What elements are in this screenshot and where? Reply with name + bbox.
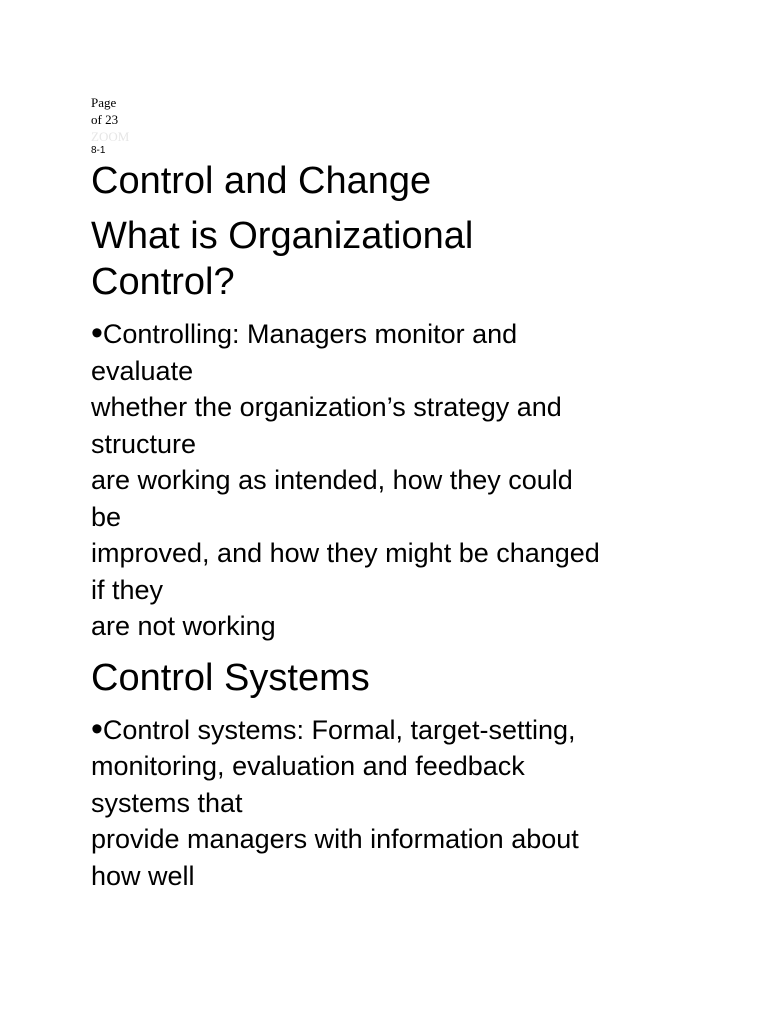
- document-page: [91, 94, 691, 894]
- page-navigator: [91, 94, 691, 145]
- body-line: improved, and how they might be changed: [91, 538, 600, 568]
- heading-line: What is Organizational: [91, 215, 474, 257]
- slide-title: Control and Change: [91, 160, 432, 202]
- body-line: [91, 315, 691, 353]
- heading-line: Control?: [91, 261, 235, 303]
- body-line: how well: [91, 860, 195, 891]
- bullet-icon: •: [91, 709, 103, 748]
- body-line: [91, 711, 691, 749]
- bullet-icon: •: [91, 314, 103, 352]
- heading-line: Control Systems: [91, 656, 370, 699]
- body-line: be: [91, 501, 122, 532]
- body-line: if they: [91, 574, 164, 605]
- body-line-text: Controlling: Managers monitor and: [102, 319, 518, 349]
- bullet-paragraph: [91, 711, 691, 895]
- body-line: provide managers with information about: [91, 824, 579, 854]
- section-heading: [91, 213, 691, 305]
- body-line: evaluate: [91, 355, 194, 386]
- body-line: structure: [91, 428, 197, 459]
- section-heading: [91, 655, 691, 701]
- zoom-label[interactable]: ZOOM: [91, 129, 130, 144]
- section-organizational-control: [91, 213, 691, 645]
- bullet-paragraph: [91, 315, 691, 645]
- slide-number: 8-1: [91, 145, 106, 156]
- body-line: systems that: [91, 787, 243, 818]
- section-control-systems: [91, 655, 691, 895]
- body-line: are not working: [91, 611, 276, 641]
- body-line-text: Control systems: Formal, target-setting,: [102, 714, 576, 745]
- body-line: monitoring, evaluation and feedback: [91, 751, 525, 781]
- body-line: are working as intended, how they could: [91, 465, 573, 495]
- body-line: whether the organization’s strategy and: [91, 392, 562, 422]
- page-count: of 23: [91, 112, 119, 127]
- page-label[interactable]: Page: [91, 95, 117, 110]
